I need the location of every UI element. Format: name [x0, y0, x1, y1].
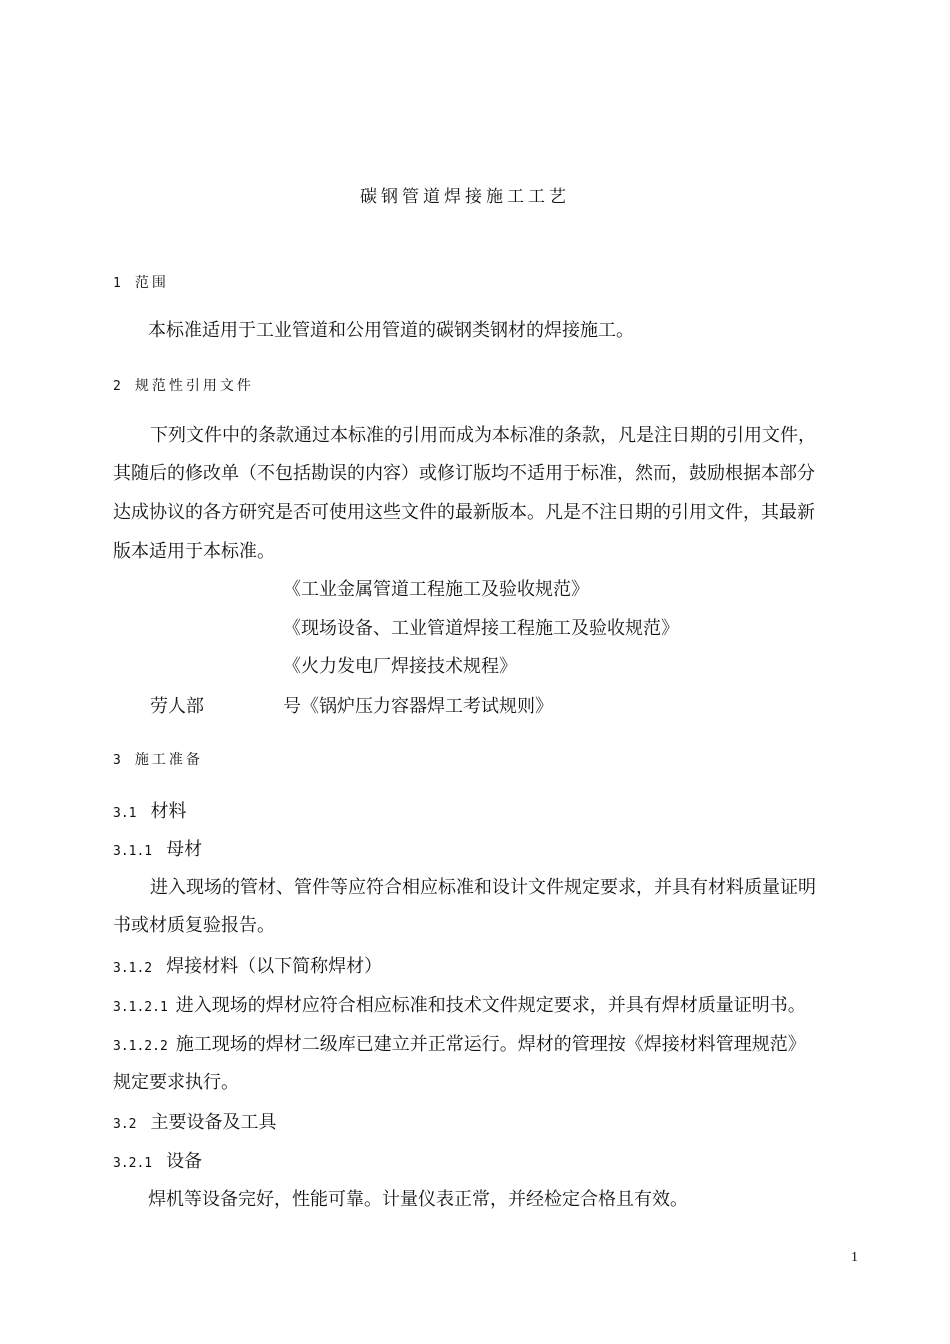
section-number: 3.1.2.1	[113, 1000, 168, 1015]
paragraph: 焊机等设备完好，性能可靠。计量仪表正常，并经检定合格且有效。	[148, 1189, 688, 1210]
reference-prefix: 劳人部	[150, 696, 204, 717]
section-number: 3.1.2	[113, 961, 153, 976]
reference-item: 《火力发电厂焊接技术规程》	[283, 656, 517, 677]
subsection-3-1-2-2	[113, 1033, 806, 1059]
section-1-heading	[113, 270, 169, 296]
section-number: 2	[113, 379, 121, 394]
paragraph: 进入现场的焊材应符合相应标准和技术文件规定要求，并具有焊材质量证明书。	[175, 995, 806, 1016]
paragraph-line: 达成协议的各方研究是否可使用这些文件的最新版本。凡是不注日期的引用文件，其最新	[113, 502, 815, 523]
paragraph-line: 下列文件中的条款通过本标准的引用而成为本标准的条款，凡是注日期的引用文件，	[150, 425, 816, 446]
reference-item: 《现场设备、工业管道焊接工程施工及验收规范》	[283, 618, 679, 639]
section-title: 施工准备	[134, 752, 203, 768]
section-number: 3.1.2.2	[113, 1039, 168, 1054]
section-title: 设备	[166, 1151, 203, 1172]
section-title: 材料	[150, 801, 187, 822]
section-number: 1	[113, 276, 121, 291]
paragraph-line: 规定要求执行。	[113, 1072, 239, 1093]
section-title: 焊接材料（以下简称焊材）	[166, 956, 383, 977]
section-title: 主要设备及工具	[150, 1112, 277, 1133]
paragraph-line: 其随后的修改单（不包括勘误的内容）或修订版均不适用于标准，然而，鼓励根据本部分	[113, 463, 815, 484]
document-title: 碳钢管道焊接施工工艺	[360, 187, 570, 207]
subsection-3-1-2-1	[113, 994, 806, 1020]
paragraph: 施工现场的焊材二级库已建立并正常运行。焊材的管理按《焊接材料管理规范》	[175, 1034, 806, 1055]
subsection-3-1-2	[113, 955, 382, 981]
section-3-heading	[113, 747, 203, 773]
paragraph: 本标准适用于工业管道和公用管道的碳钢类钢材的焊接施工。	[148, 320, 634, 341]
paragraph-line: 进入现场的管材、管件等应符合相应标准和设计文件规定要求，并具有材料质量证明	[150, 877, 816, 898]
section-number: 3.2	[113, 1117, 137, 1132]
paragraph-line: 版本适用于本标准。	[113, 541, 275, 562]
reference-item: 号《锅炉压力容器焊工考试规则》	[283, 696, 553, 717]
reference-item: 《工业金属管道工程施工及验收规范》	[283, 579, 589, 600]
subsection-3-1-1	[113, 838, 202, 864]
section-2-heading	[113, 373, 254, 399]
section-title: 规范性引用文件	[134, 378, 254, 394]
subsection-3-1	[113, 800, 186, 826]
paragraph-line: 书或材质复验报告。	[113, 915, 275, 936]
section-title: 范围	[134, 275, 169, 291]
subsection-3-2-1	[113, 1150, 202, 1176]
section-number: 3.1.1	[113, 844, 153, 859]
section-number: 3.1	[113, 806, 137, 821]
subsection-3-2	[113, 1111, 276, 1137]
section-number: 3.2.1	[113, 1156, 153, 1171]
section-title: 母材	[166, 839, 203, 860]
section-number: 3	[113, 753, 121, 768]
page-number: 1	[851, 1250, 858, 1265]
